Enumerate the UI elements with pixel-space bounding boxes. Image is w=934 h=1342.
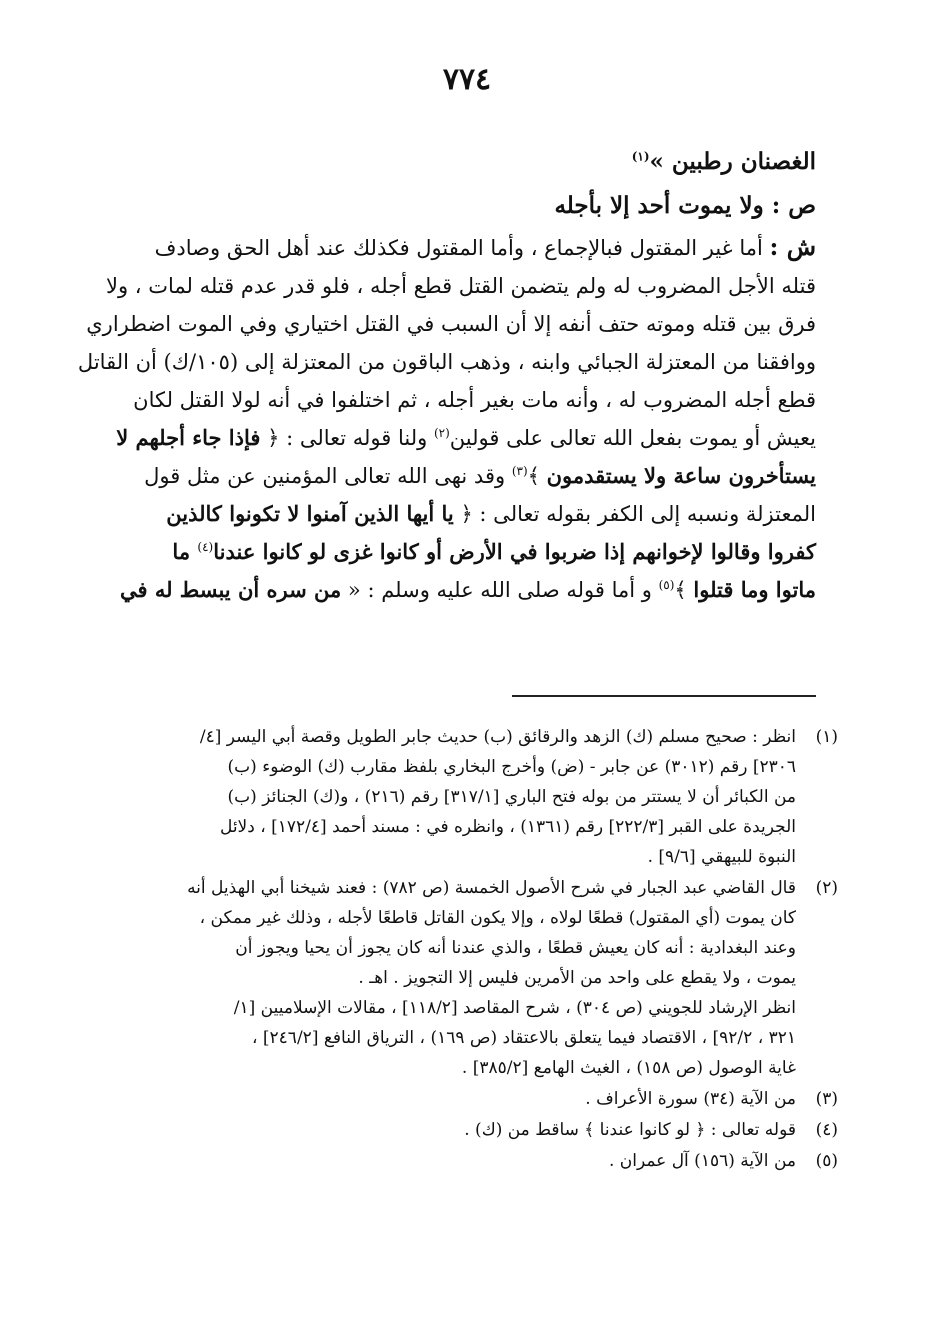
- footnote-body: [78, 1084, 796, 1114]
- footnote-line: قوله تعالى : ﴿ لو كانوا عندنا ﴾ ساقط من (ك) .: [464, 1120, 796, 1140]
- main-line: ش : أما غير المقتول فبالإجماع ، وأما المقتول فكذلك عند أهل الحق وصادف: [154, 232, 816, 261]
- main-line: المعتزلة ونسبه إلى الكفر بقوله تعالى : ﴿ يا أيها الذين آمنوا لا تكونوا كالذين: [166, 501, 816, 526]
- footnote: [78, 1115, 838, 1145]
- footnote-ref: (٤): [197, 540, 214, 554]
- footnote-line: وعند البغدادية : أنه كان يعيش قطعًا ، والذي عندنا أنه كان يجوز أن يحيا ويجوز أن: [235, 938, 796, 958]
- footnote-line: انظر الإرشاد للجويني (ص ٣٠٤) ، شرح المقاصد [١١٨/٢] ، مقالات الإسلاميين [١/: [233, 998, 796, 1018]
- footnote-ref: (٢): [433, 426, 450, 440]
- footnote-number: (٣): [815, 1089, 838, 1109]
- footnote-ref: (٥): [658, 578, 675, 592]
- footnote-line: يموت ، ولا يقطع على واحد من الأمرين فليس إلا التجويز . اهـ .: [358, 968, 796, 988]
- footnote-line: من الآية (٣٤) سورة الأعراف .: [585, 1089, 796, 1109]
- main-line: فرق بين قتله وموته حتف أنفه إلا أن السبب في القتل اختياري وفي الموت اضطراري: [86, 312, 816, 336]
- main-line: كفروا وقالوا لإخوانهم إذا ضربوا في الأرض أو كانوا غزى لو كانوا عندنا$^{(٤)}$ ما: [172, 539, 816, 564]
- footnote-line: ٣٢١ ، ٩٢/٢] ، الاقتصاد فيما يتعلق بالاعتقاد (ص ١٦٩) ، الترياق النافع [٢٤٦/٢] ،: [252, 1028, 796, 1048]
- footnote-number: (٢): [815, 878, 838, 898]
- footnote-ref: (٣): [511, 464, 528, 478]
- footnote-number: (٤): [815, 1120, 838, 1140]
- footnote-line: ٢٣٠٦] رقم (٣٠١٢) عن جابر - (ض) وأخرج البخاري بلفظ مقارب (ك) الوضوء (ب): [227, 757, 796, 777]
- footnote-number: (١): [815, 727, 838, 747]
- footnote: [78, 873, 838, 1083]
- footnote-body: [78, 873, 796, 1083]
- main-line: قتله الأجل المضروب له ولم يتضمن القتل قطع أجله ، فلو قدر عدم قتله لمات ، ولا: [106, 274, 816, 298]
- footnote-line: قال القاضي عبد الجبار في شرح الأصول الخمسة (ص ٧٨٢) : فعند شيخنا أبي الهذيل أنه: [187, 878, 796, 898]
- footnote-line: من الكبائر أن لا يستتر من بوله فتح الباري [٣١٧/١] رقم (٢١٦) ، و(ك) الجنائز (ب): [227, 787, 796, 807]
- footnotes: [78, 722, 838, 1177]
- footnote-line: انظر : صحيح مسلم (ك) الزهد والرقائق (ب) حديث جابر الطويل وقصة أبي اليسر [٤/: [199, 727, 796, 747]
- main-line: يعيش أو يموت بفعل الله تعالى على قولين$^{(٢)}$ ولنا قوله تعالى : ﴿ فإذا جاء أجلهم لا: [116, 425, 816, 450]
- main-line: قطع أجله المضروب له ، وأنه مات بغير أجله ، ثم اختلفوا في أنه لولا القتل لكان: [133, 388, 816, 412]
- section-heading: ص : ولا يموت أحد إلا بأجله: [554, 192, 816, 219]
- footnote-line: الجريدة على القبر [٢٢٢/٣] رقم (١٣٦١) ، وانظره في : مسند أحمد [١٧٢/٤] ، دلائل: [219, 817, 796, 837]
- main-text: [77, 140, 816, 609]
- footnote-line: من الآية (١٥٦) آل عمران .: [608, 1151, 796, 1171]
- footnote-line: غاية الوصول (ص ١٥٨) ، الغيث الهامع [٣٨٥/٢] .: [461, 1058, 796, 1078]
- footnote: [78, 722, 838, 872]
- footnote-ref: (١): [631, 149, 650, 164]
- main-line: ووافقنا من المعتزلة الجبائي وابنه ، وذهب الباقون من المعتزلة إلى (١٠٥/ك) أن القاتل: [77, 350, 816, 374]
- footnote-number: (٥): [815, 1151, 838, 1171]
- footnote: [78, 1084, 838, 1114]
- footnote-line: النبوة للبيهقي [٩/٦] .: [647, 847, 796, 867]
- footnote: [78, 1146, 838, 1176]
- main-line: الغصنان رطبين »$^{(١)}$: [631, 148, 816, 175]
- footnote-separator: [512, 695, 816, 697]
- page-number: ٧٧٤: [442, 62, 492, 97]
- main-line: يستأخرون ساعة ولا يستقدمون ﴾$^{(٣)}$ وقد نهى الله تعالى المؤمنين عن مثل قول: [144, 463, 816, 488]
- main-line: ماتوا وما قتلوا ﴾$^{(٥)}$ و أما قوله صلى الله عليه وسلم : « من سره أن يبسط له في: [119, 577, 816, 602]
- footnote-body: [78, 1146, 796, 1176]
- footnote-line: كان يموت (أي المقتول) قطعًا لولاه ، وإلا يكون القاتل قاطعًا لأجله ، وذلك غير ممكن ،: [199, 908, 796, 928]
- footnote-body: [78, 722, 796, 872]
- footnote-body: [78, 1115, 796, 1145]
